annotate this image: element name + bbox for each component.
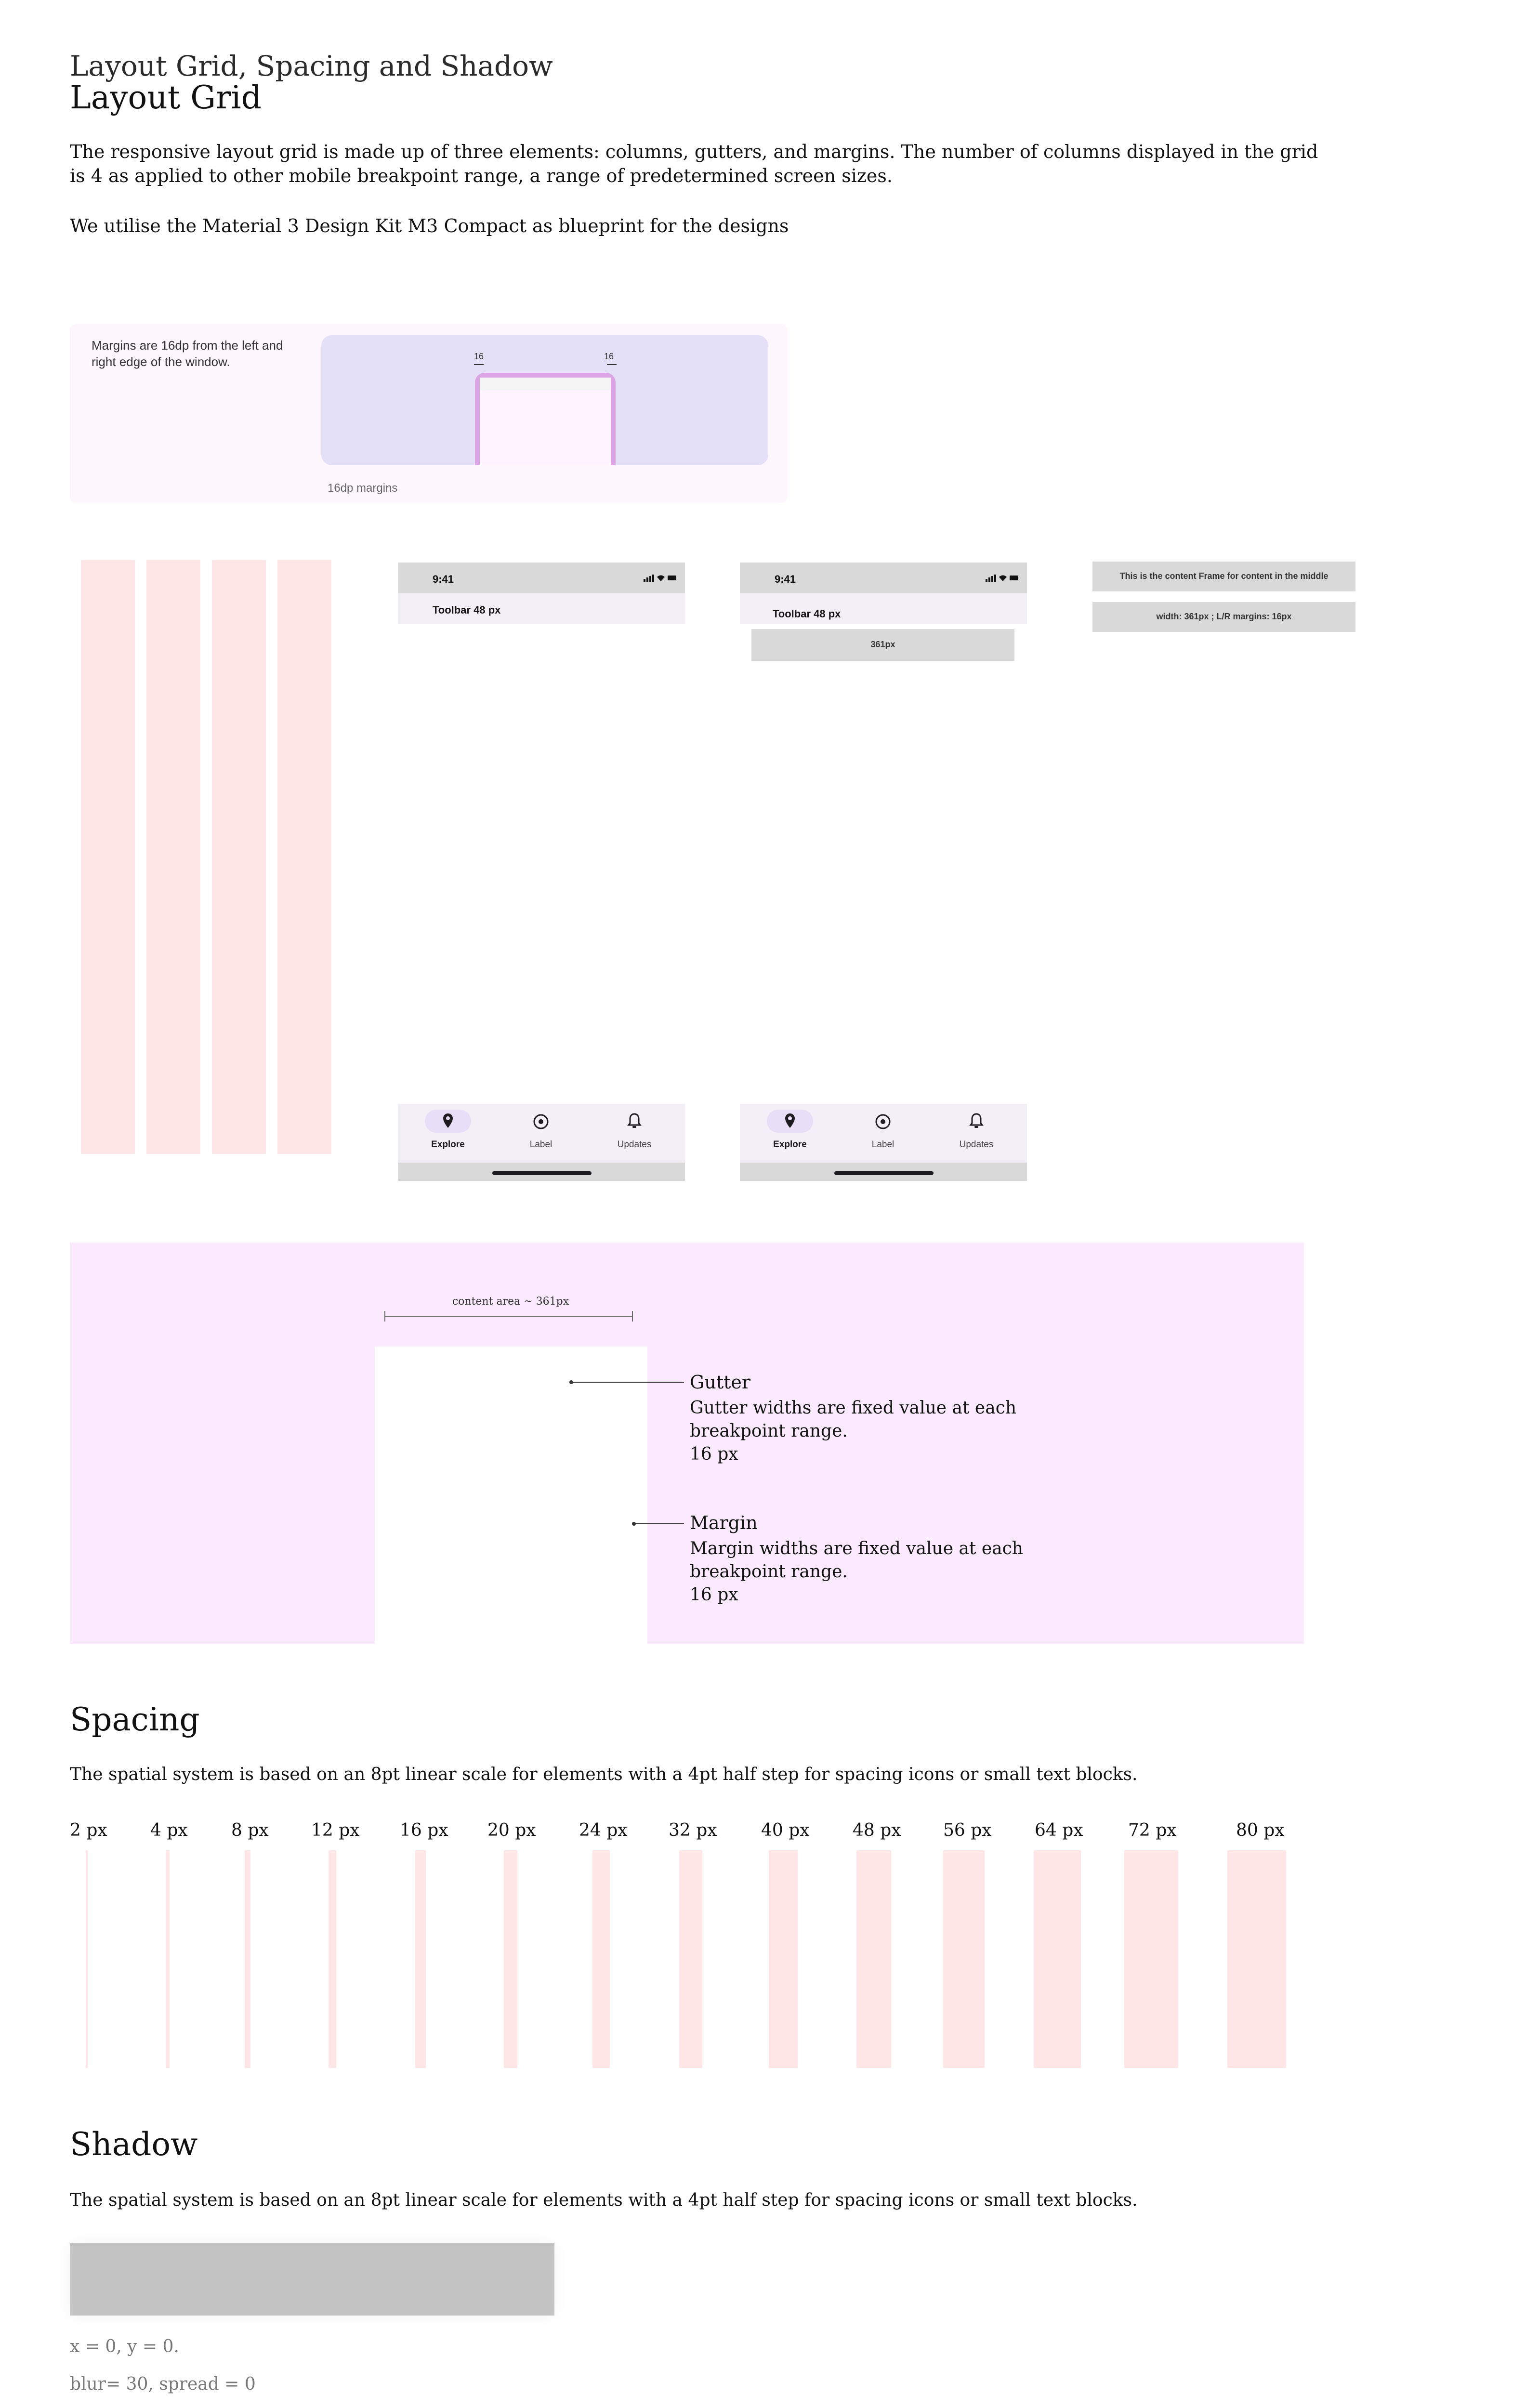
phone-a-nav-updates[interactable]: Updates — [617, 1139, 652, 1150]
gutter-description: Gutter widths are fixed value at each breakpoint range. — [690, 1398, 1017, 1441]
spacing-label-12: 12 px — [311, 1820, 360, 1840]
left-margin-tick — [474, 364, 484, 365]
spacing-bar-72 — [1124, 1850, 1178, 2068]
spacing-bar-2 — [86, 1850, 88, 2068]
margin-value: 16 px — [690, 1585, 738, 1605]
spacing-bar-64 — [1034, 1850, 1081, 2068]
content-area-arrow — [384, 1316, 633, 1317]
spacing-bar-4 — [166, 1850, 170, 2068]
content-area-arrow-end — [632, 1311, 633, 1322]
spacing-label-2: 2 px — [70, 1820, 107, 1840]
spacing-heading: Spacing — [70, 1701, 200, 1738]
content-area-frame — [375, 1347, 647, 1644]
gutter-title: Gutter — [690, 1372, 751, 1393]
spacing-bar-20 — [504, 1850, 517, 2068]
spacing-bar-80 — [1227, 1850, 1286, 2068]
spacing-bar-32 — [679, 1850, 702, 2068]
phone-b-time: 9:41 — [775, 573, 796, 585]
page-subtitle: Layout Grid, Spacing and Shadow — [70, 50, 553, 82]
margin-phone-status — [480, 378, 611, 390]
phone-b-status-icons — [986, 574, 1019, 582]
spacing-bar-48 — [856, 1850, 891, 2068]
spacing-label-24: 24 px — [579, 1820, 628, 1840]
phone-a-nav-label[interactable]: Label — [529, 1139, 552, 1150]
spacing-bar-12 — [329, 1850, 336, 2068]
phone-b-toolbar-title: Toolbar 48 px — [773, 608, 841, 620]
spacing-bar-24 — [592, 1850, 610, 2068]
shadow-offset: x = 0, y = 0. — [70, 2337, 179, 2356]
location-pin-icon — [784, 1112, 796, 1129]
spacing-label-16: 16 px — [400, 1820, 448, 1840]
right-margin-dim: 16 — [604, 352, 614, 361]
content-area-label: content area ~ 361px — [452, 1296, 569, 1308]
spacing-label-20: 20 px — [487, 1820, 536, 1840]
phone-a-home-indicator[interactable] — [492, 1171, 592, 1175]
spacing-bar-8 — [245, 1850, 250, 2068]
margin-caption: 16dp margins — [328, 482, 398, 495]
grid-column-3 — [212, 560, 266, 1154]
shadow-heading: Shadow — [70, 2126, 198, 2163]
margin-callout-line — [635, 1523, 684, 1524]
gutter-value: 16 px — [690, 1444, 738, 1464]
phone-a-nav-explore[interactable]: Explore — [431, 1139, 465, 1150]
spacing-label-4: 4 px — [150, 1820, 188, 1840]
shadow-blur: blur= 30, spread = 0 — [70, 2374, 256, 2394]
left-margin-dim: 16 — [474, 352, 484, 361]
bell-icon[interactable] — [969, 1112, 984, 1129]
shadow-sample — [70, 2243, 554, 2316]
spacing-label-40: 40 px — [761, 1820, 810, 1840]
spacing-bar-40 — [769, 1850, 798, 2068]
grid-column-4 — [277, 560, 331, 1154]
margin-card-note: Margins are 16dp from the left and right edge of the window. — [92, 338, 283, 369]
spacing-label-8: 8 px — [231, 1820, 269, 1840]
intro-kit-note: We utilise the Material 3 Design Kit M3 Compact as blueprint for the designs — [70, 215, 789, 236]
grid-column-2 — [146, 560, 200, 1154]
spacing-label-64: 64 px — [1035, 1820, 1083, 1840]
content-frame-spec: width: 361px ; L/R margins: 16px — [1156, 612, 1292, 621]
page-title: Layout Grid — [70, 79, 262, 116]
spacing-bar-56 — [943, 1850, 985, 2068]
plus-circle-icon[interactable] — [533, 1113, 549, 1130]
shadow-description: The spatial system is based on an 8pt linear scale for elements with a 4pt half step for spacing icons or small text blocks. — [70, 2190, 1138, 2210]
spacing-label-32: 32 px — [669, 1820, 717, 1840]
spacing-label-80: 80 px — [1236, 1820, 1285, 1840]
plus-circle-icon[interactable] — [875, 1113, 891, 1130]
phone-a-toolbar-title: Toolbar 48 px — [433, 604, 501, 616]
grid-column-1 — [81, 560, 135, 1154]
phone-a-time: 9:41 — [433, 573, 454, 585]
spacing-label-48: 48 px — [853, 1820, 901, 1840]
spacing-bar-16 — [415, 1850, 426, 2068]
right-margin-tick — [607, 364, 617, 365]
location-pin-icon — [442, 1112, 454, 1129]
spacing-description: The spatial system is based on an 8pt linear scale for elements with a 4pt half step for spacing icons or small text blocks. — [70, 1765, 1138, 1784]
phone-a-status-icons — [644, 574, 677, 582]
spacing-label-72: 72 px — [1128, 1820, 1177, 1840]
phone-b-home-indicator[interactable] — [834, 1171, 934, 1175]
content-area-arrow-start — [384, 1311, 385, 1322]
phone-b-nav-explore[interactable]: Explore — [773, 1139, 807, 1150]
phone-b-content-width: 361px — [870, 640, 895, 649]
gutter-callout-line — [572, 1382, 684, 1383]
bell-icon[interactable] — [627, 1112, 642, 1129]
phone-b-nav-label[interactable]: Label — [871, 1139, 894, 1150]
margin-title: Margin — [690, 1512, 758, 1533]
margin-description: Margin widths are fixed value at each breakpoint range. — [690, 1539, 1023, 1582]
spacing-label-56: 56 px — [943, 1820, 992, 1840]
gutter-margin-diagram — [70, 1243, 1304, 1644]
content-frame-title: This is the content Frame for content in the middle — [1119, 571, 1329, 581]
intro-paragraph: The responsive layout grid is made up of three elements: columns, gutters, and margins. The number of columns displayed in the grid is 4 as applied to other mobile breakpoint range, a range of predetermined screen sizes. — [70, 141, 1318, 186]
phone-b-nav-updates[interactable]: Updates — [959, 1139, 994, 1150]
